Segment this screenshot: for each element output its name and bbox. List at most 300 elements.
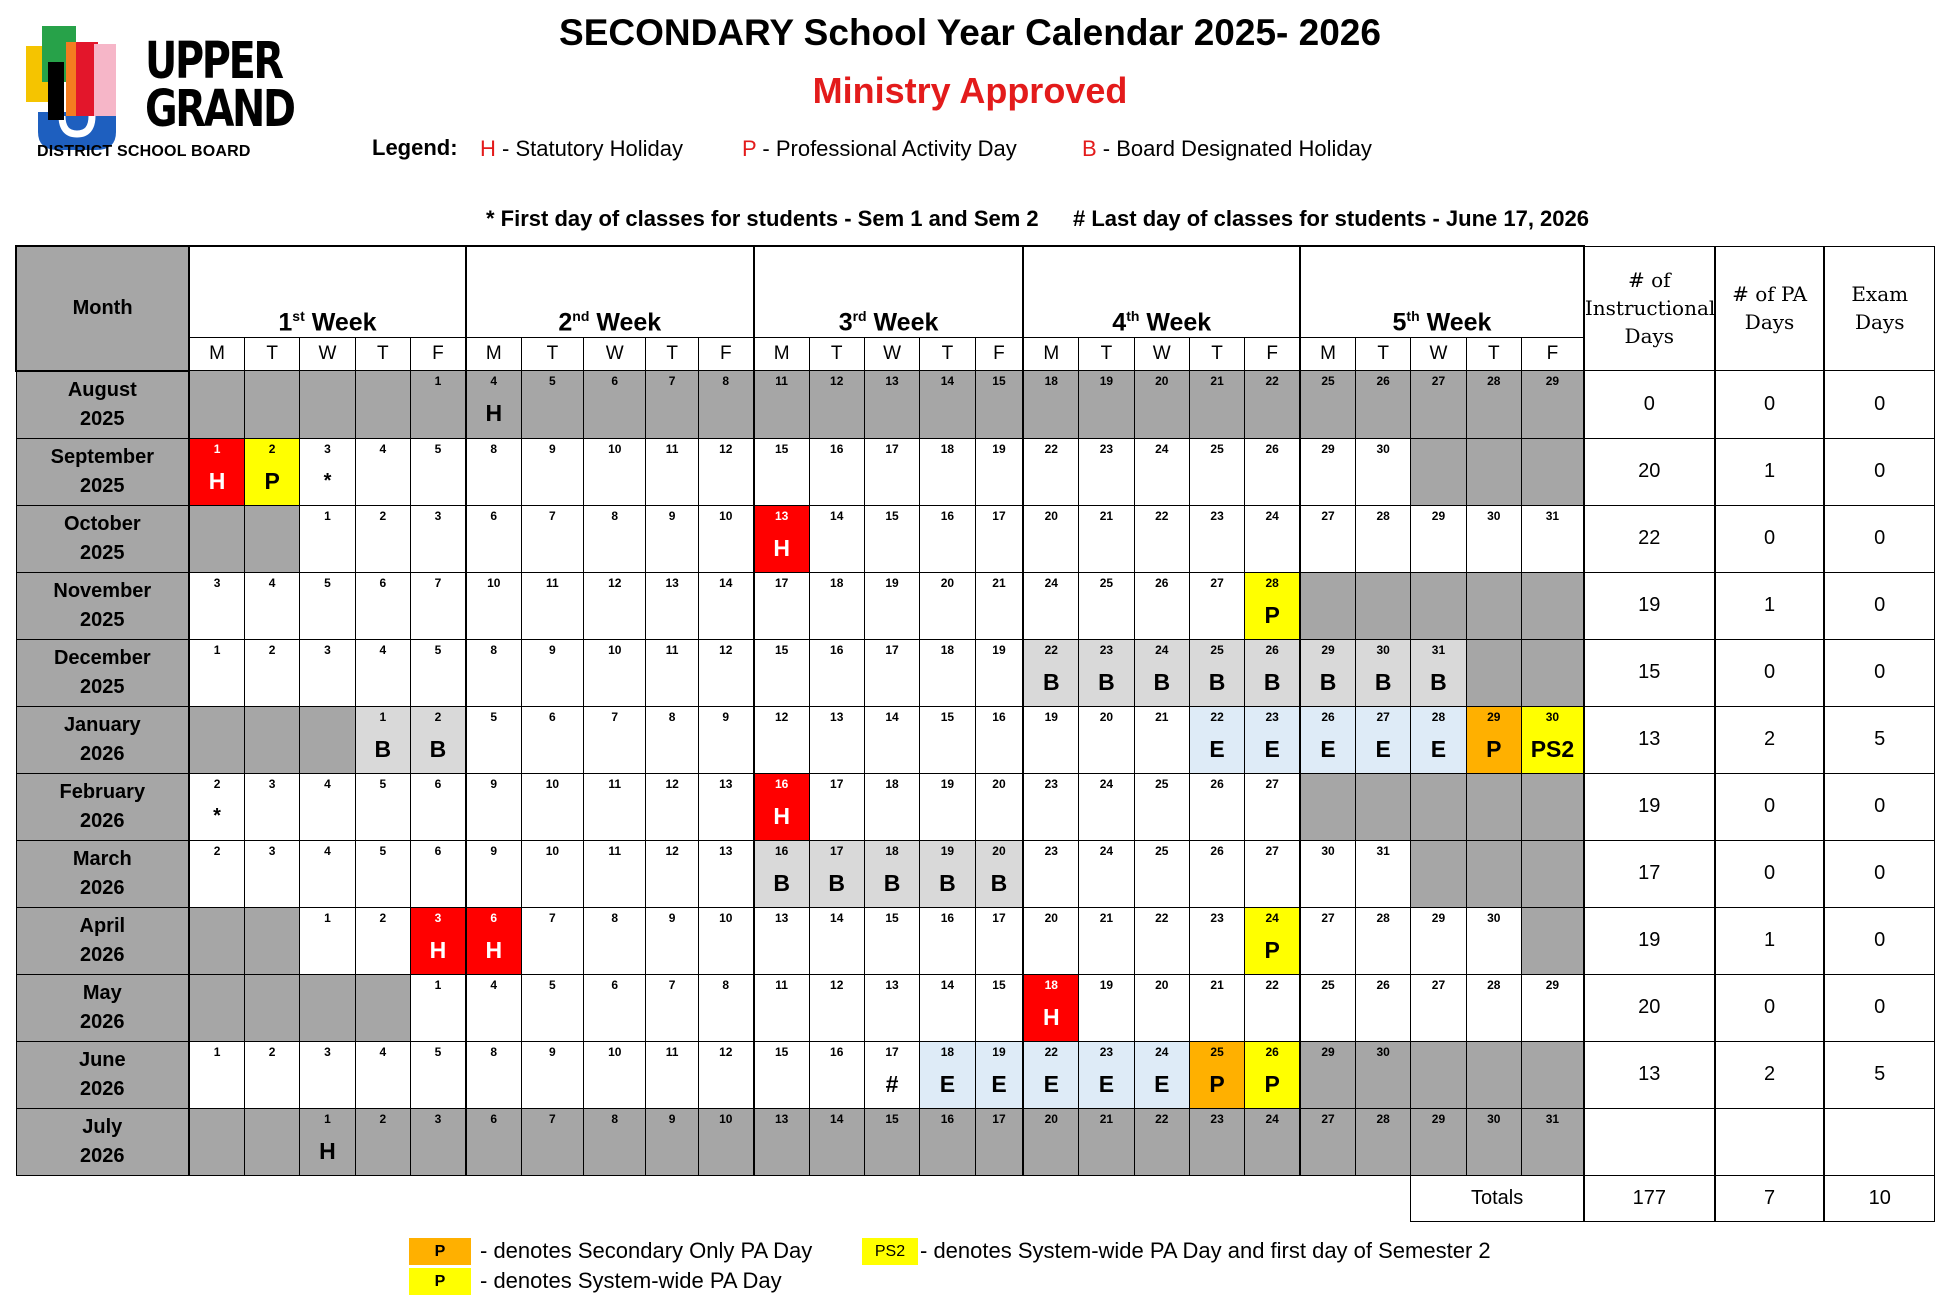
day-number: 2 (434, 709, 442, 724)
day-number: 4 (324, 843, 331, 858)
day-code: E (1264, 735, 1280, 762)
day-number: 11 (665, 1044, 679, 1059)
day-number: 21 (1210, 977, 1224, 992)
day-code: P (1264, 1070, 1280, 1097)
day-cell (466, 505, 521, 572)
day-cell (1355, 773, 1410, 840)
day-of-week-header: F (1521, 338, 1583, 371)
instructional-days-value: 19 (1584, 572, 1715, 639)
day-code: P (1264, 936, 1280, 963)
month-year: 2026 (80, 876, 125, 899)
day-number: 17 (774, 575, 789, 590)
day-cell (584, 907, 646, 974)
day-cell (1521, 974, 1583, 1041)
day-number: 5 (379, 843, 387, 858)
day-number: 16 (774, 776, 789, 791)
day-number: 27 (1321, 1111, 1335, 1126)
day-number: 21 (992, 575, 1006, 590)
day-number: 28 (1376, 910, 1390, 925)
day-number: 19 (940, 776, 955, 791)
day-number: 4 (379, 1044, 387, 1059)
pa-days-header: # of PA Days (1715, 246, 1825, 371)
day-cell (1134, 907, 1189, 974)
day-cell (410, 438, 465, 505)
day-cell (1189, 974, 1244, 1041)
day-cell (244, 505, 299, 572)
day-cell (1300, 773, 1355, 840)
week-2-header: 2nd Week (466, 246, 754, 338)
day-number: 11 (665, 642, 679, 657)
day-number: 10 (608, 1044, 622, 1059)
day-cell (1466, 639, 1521, 706)
note-first-day: * First day of classes for students - Sem 1 and Sem 2 (486, 206, 1039, 231)
day-number: 18 (940, 1044, 955, 1059)
day-cell (189, 639, 244, 706)
week-5-header: 5th Week (1300, 246, 1584, 338)
day-number: 29 (1431, 1111, 1446, 1126)
day-number: 9 (549, 642, 556, 657)
day-cell (189, 572, 244, 639)
day-number: 23 (1210, 910, 1224, 925)
instructional-days-value: 20 (1584, 438, 1715, 505)
legend-item-statutory-holiday: H - Statutory Holiday (480, 136, 683, 161)
day-number: 21 (1099, 1111, 1114, 1126)
day-cell (864, 1041, 919, 1108)
day-number: 28 (1487, 977, 1501, 992)
day-code: E (1043, 1070, 1059, 1097)
day-code: P (1209, 1070, 1225, 1097)
day-number: 26 (1210, 843, 1224, 858)
day-of-week-header: M (1023, 338, 1078, 371)
day-cell (1300, 572, 1355, 639)
day-cell (864, 773, 919, 840)
day-number: 22 (1155, 910, 1169, 925)
day-cell (1189, 505, 1244, 572)
day-cell (584, 1041, 646, 1108)
day-of-week-header: T (1355, 338, 1410, 371)
day-number: 8 (490, 441, 498, 456)
day-cell (1355, 706, 1410, 773)
day-number: 8 (611, 1111, 619, 1126)
day-cell (920, 438, 975, 505)
day-cell (1466, 840, 1521, 907)
day-cell (1189, 706, 1244, 773)
day-cell (1466, 371, 1521, 439)
day-number: 6 (379, 575, 387, 590)
day-cell (584, 639, 646, 706)
day-code: B (773, 869, 790, 896)
day-cell (410, 505, 465, 572)
day-cell (584, 840, 646, 907)
month-row-august (16, 371, 1935, 439)
month-name: March (72, 847, 132, 870)
day-number: 23 (1099, 1044, 1114, 1059)
month-year: 2025 (80, 608, 125, 631)
day-code: E (939, 1070, 956, 1097)
day-number: 6 (549, 709, 556, 724)
day-cell (355, 505, 410, 572)
day-cell (521, 371, 583, 439)
day-number: 17 (830, 843, 844, 858)
day-cell (1355, 572, 1410, 639)
day-cell (244, 371, 299, 439)
day-cell (1300, 1108, 1355, 1175)
day-number: 10 (719, 508, 733, 523)
day-cell (646, 1108, 698, 1175)
day-number: 5 (434, 642, 442, 657)
day-number: 2 (213, 776, 221, 791)
day-cell (1189, 639, 1244, 706)
day-number: 1 (213, 1044, 221, 1059)
day-code: H (773, 802, 790, 829)
day-number: 19 (940, 843, 955, 858)
day-cell (809, 706, 864, 773)
day-number: 11 (608, 776, 622, 791)
day-cell (1134, 840, 1189, 907)
day-number: 23 (1210, 1111, 1224, 1126)
month-name: January (63, 713, 141, 736)
day-number: 5 (549, 374, 556, 388)
day-cell (864, 1108, 919, 1175)
day-cell (646, 773, 698, 840)
day-cell (1079, 639, 1134, 706)
day-number: 2 (213, 843, 221, 858)
month-label (16, 773, 189, 840)
day-number: 18 (830, 575, 844, 590)
day-number: 13 (774, 1111, 789, 1126)
day-number: 23 (1265, 709, 1279, 724)
day-number: 25 (1155, 843, 1169, 858)
day-cell (466, 438, 521, 505)
day-of-week-header: M (189, 338, 244, 371)
day-cell (1411, 438, 1466, 505)
day-number: 6 (434, 843, 442, 858)
day-number: 1 (324, 910, 331, 925)
logo-subtitle: DISTRICT SCHOOL BOARD (37, 143, 251, 160)
day-cell (698, 1108, 753, 1175)
day-number: 20 (1044, 910, 1058, 925)
exam-days-value: 0 (1824, 505, 1934, 572)
day-cell (355, 1108, 410, 1175)
exam-days-value: 0 (1824, 572, 1934, 639)
day-cell (300, 438, 355, 505)
day-cell (1521, 1041, 1583, 1108)
day-number: 18 (940, 642, 955, 657)
day-cell (1023, 907, 1078, 974)
day-number: 29 (1431, 910, 1446, 925)
day-cell (864, 572, 919, 639)
day-cell (920, 639, 975, 706)
month-row-march (16, 840, 1935, 907)
day-cell (646, 438, 698, 505)
day-of-week-header: T (1189, 338, 1244, 371)
day-number: 3 (324, 1044, 331, 1059)
day-number: 16 (992, 709, 1006, 724)
day-number: 18 (885, 843, 899, 858)
day-cell (1245, 1041, 1300, 1108)
day-number: 7 (434, 575, 442, 590)
day-number: 3 (268, 843, 276, 858)
legend-item-board-holiday: B - Board Designated Holiday (1082, 136, 1372, 161)
day-number: 7 (668, 374, 676, 388)
pa-days-value: 1 (1715, 438, 1825, 505)
day-cell (864, 706, 919, 773)
day-number: 19 (992, 441, 1006, 456)
day-number: 17 (885, 441, 899, 456)
day-cell (1134, 974, 1189, 1041)
day-of-week-header: T (355, 338, 410, 371)
day-number: 3 (434, 1111, 442, 1126)
day-number: 20 (1155, 374, 1169, 388)
day-cell (1355, 907, 1410, 974)
day-number: 22 (1265, 374, 1279, 388)
day-cell (1521, 639, 1583, 706)
exam-days-value: 0 (1824, 371, 1934, 439)
day-cell (754, 1108, 809, 1175)
day-cell (244, 1041, 299, 1108)
day-number: 13 (830, 709, 844, 724)
day-number: 20 (1099, 709, 1114, 724)
day-number: 17 (992, 910, 1006, 925)
day-number: 4 (379, 642, 387, 657)
day-cell (244, 572, 299, 639)
day-cell (355, 371, 410, 439)
day-cell (809, 1108, 864, 1175)
day-number: 4 (490, 977, 498, 992)
day-cell (1023, 1041, 1078, 1108)
day-number: 15 (774, 1044, 789, 1059)
day-number: 10 (545, 843, 560, 858)
day-number: 9 (490, 776, 498, 791)
day-cell (646, 840, 698, 907)
day-number: 28 (1376, 508, 1390, 523)
day-number: 8 (722, 977, 730, 992)
day-number: 5 (324, 575, 331, 590)
day-of-week-header: W (864, 338, 919, 371)
day-code: B (1153, 668, 1171, 695)
month-row-may (16, 974, 1935, 1041)
day-number: 4 (490, 374, 498, 388)
month-row-november (16, 572, 1935, 639)
day-number: 19 (992, 1044, 1006, 1059)
day-cell (646, 706, 698, 773)
day-cell (809, 840, 864, 907)
day-number: 24 (1155, 1044, 1169, 1059)
day-cell (975, 371, 1023, 439)
week-3-header: 3rd Week (754, 246, 1024, 338)
exam-days-value: 5 (1824, 706, 1934, 773)
day-cell (1466, 438, 1521, 505)
month-header: Month (16, 246, 189, 371)
day-cell (1134, 1108, 1189, 1175)
day-code: PS2 (1530, 735, 1575, 762)
day-number: 13 (885, 374, 899, 388)
month-label (16, 438, 189, 505)
day-cell (1134, 706, 1189, 773)
day-number: 1 (434, 977, 442, 992)
day-cell (1300, 840, 1355, 907)
day-cell (975, 773, 1023, 840)
day-code: E (1098, 1070, 1115, 1097)
day-cell (698, 840, 753, 907)
month-year: 2025 (80, 675, 125, 698)
day-code: E (991, 1070, 1007, 1097)
day-number: 20 (1155, 977, 1169, 992)
day-number: 16 (830, 441, 844, 456)
key-swatch-system-pa: P (409, 1268, 471, 1295)
day-cell (1521, 773, 1583, 840)
day-number: 8 (722, 374, 730, 388)
day-number: 12 (830, 977, 844, 992)
day-cell (355, 639, 410, 706)
day-cell (975, 974, 1023, 1041)
day-number: 18 (1044, 977, 1058, 992)
day-cell (698, 1041, 753, 1108)
day-code: H (773, 534, 790, 561)
day-cell (1189, 572, 1244, 639)
day-number: 25 (1099, 575, 1114, 590)
day-cell (355, 907, 410, 974)
day-number: 21 (1099, 508, 1114, 523)
day-number: 26 (1376, 977, 1390, 992)
day-number: 13 (774, 910, 789, 925)
day-number: 23 (1099, 642, 1114, 657)
day-cell (754, 505, 809, 572)
day-cell (244, 974, 299, 1041)
day-of-week-header: W (300, 338, 355, 371)
instructional-days-value (1584, 1108, 1715, 1175)
instructional-days-value: 0 (1584, 371, 1715, 439)
exam-days-value: 0 (1824, 773, 1934, 840)
day-cell (1023, 706, 1078, 773)
day-cell (1521, 572, 1583, 639)
day-cell (1079, 505, 1134, 572)
day-cell (1189, 371, 1244, 439)
day-of-week-header: T (521, 338, 583, 371)
day-cell (754, 907, 809, 974)
day-cell (1245, 639, 1300, 706)
day-number: 7 (549, 910, 556, 925)
day-number: 24 (1155, 642, 1169, 657)
day-cell (355, 974, 410, 1041)
day-number: 13 (719, 843, 733, 858)
day-number: 21 (1210, 374, 1224, 388)
day-of-week-header: F (698, 338, 753, 371)
day-number: 12 (665, 843, 679, 858)
day-code: H (208, 467, 226, 494)
day-number: 31 (1376, 843, 1390, 858)
day-cell (809, 505, 864, 572)
day-number: 17 (830, 776, 844, 791)
total-instructional-days: 177 (1584, 1175, 1715, 1221)
day-cell (1466, 572, 1521, 639)
day-cell (1245, 840, 1300, 907)
day-code: H (485, 936, 503, 963)
day-of-week-header: W (1134, 338, 1189, 371)
day-number: 14 (940, 977, 955, 992)
day-number: 27 (1431, 374, 1446, 388)
day-number: 6 (434, 776, 442, 791)
day-code: E (1320, 735, 1336, 762)
month-row-february (16, 773, 1935, 840)
day-number: 20 (992, 843, 1006, 858)
day-cell (410, 706, 465, 773)
day-number: 24 (1265, 1111, 1279, 1126)
day-cell (1189, 438, 1244, 505)
instructional-days-value: 19 (1584, 907, 1715, 974)
month-label (16, 974, 189, 1041)
day-cell (466, 974, 521, 1041)
day-number: 9 (668, 910, 676, 925)
day-cell (410, 907, 465, 974)
day-of-week-header: M (466, 338, 521, 371)
day-cell (975, 907, 1023, 974)
day-cell (300, 505, 355, 572)
day-number: 20 (992, 776, 1006, 791)
day-number: 27 (1321, 508, 1335, 523)
day-number: 22 (1210, 709, 1224, 724)
month-row-april (16, 907, 1935, 974)
day-cell (466, 1108, 521, 1175)
day-cell (300, 840, 355, 907)
day-number: 14 (830, 1111, 844, 1126)
day-cell (809, 907, 864, 974)
day-cell (809, 371, 864, 439)
day-cell (244, 773, 299, 840)
day-cell (698, 773, 753, 840)
month-row-december (16, 639, 1935, 706)
day-number: 16 (830, 642, 844, 657)
month-label (16, 1041, 189, 1108)
month-name: June (78, 1048, 126, 1071)
day-cell (1079, 706, 1134, 773)
day-cell (864, 907, 919, 974)
day-number: 13 (774, 508, 789, 523)
day-cell (1079, 572, 1134, 639)
key-text-secondary-pa: - denotes Secondary Only PA Day (480, 1238, 813, 1263)
day-cell (466, 639, 521, 706)
day-number: 10 (608, 441, 622, 456)
day-number: 29 (1545, 977, 1560, 992)
day-number: 8 (490, 1044, 498, 1059)
day-number: 3 (434, 508, 442, 523)
day-cell (809, 974, 864, 1041)
day-cell (189, 505, 244, 572)
calendar-table (15, 245, 1935, 1222)
exam-days-value: 5 (1824, 1041, 1934, 1108)
day-number: 16 (830, 1044, 844, 1059)
instructional-days-value: 20 (1584, 974, 1715, 1041)
day-number: 1 (324, 1111, 331, 1126)
day-code: * (213, 804, 221, 827)
day-number: 30 (1487, 508, 1501, 523)
day-cell (1411, 505, 1466, 572)
day-number: 25 (1155, 776, 1169, 791)
pa-days-value (1715, 1108, 1825, 1175)
day-number: 27 (1321, 910, 1335, 925)
day-number: 1 (379, 709, 387, 724)
day-cell (521, 974, 583, 1041)
day-cell (920, 371, 975, 439)
month-name: August (67, 378, 137, 401)
day-number: 18 (885, 776, 899, 791)
day-cell (410, 371, 465, 439)
day-number: 9 (668, 508, 676, 523)
day-number: 10 (719, 1111, 733, 1126)
day-cell (698, 371, 753, 439)
day-number: 24 (1099, 776, 1114, 791)
day-number: 3 (213, 575, 221, 590)
